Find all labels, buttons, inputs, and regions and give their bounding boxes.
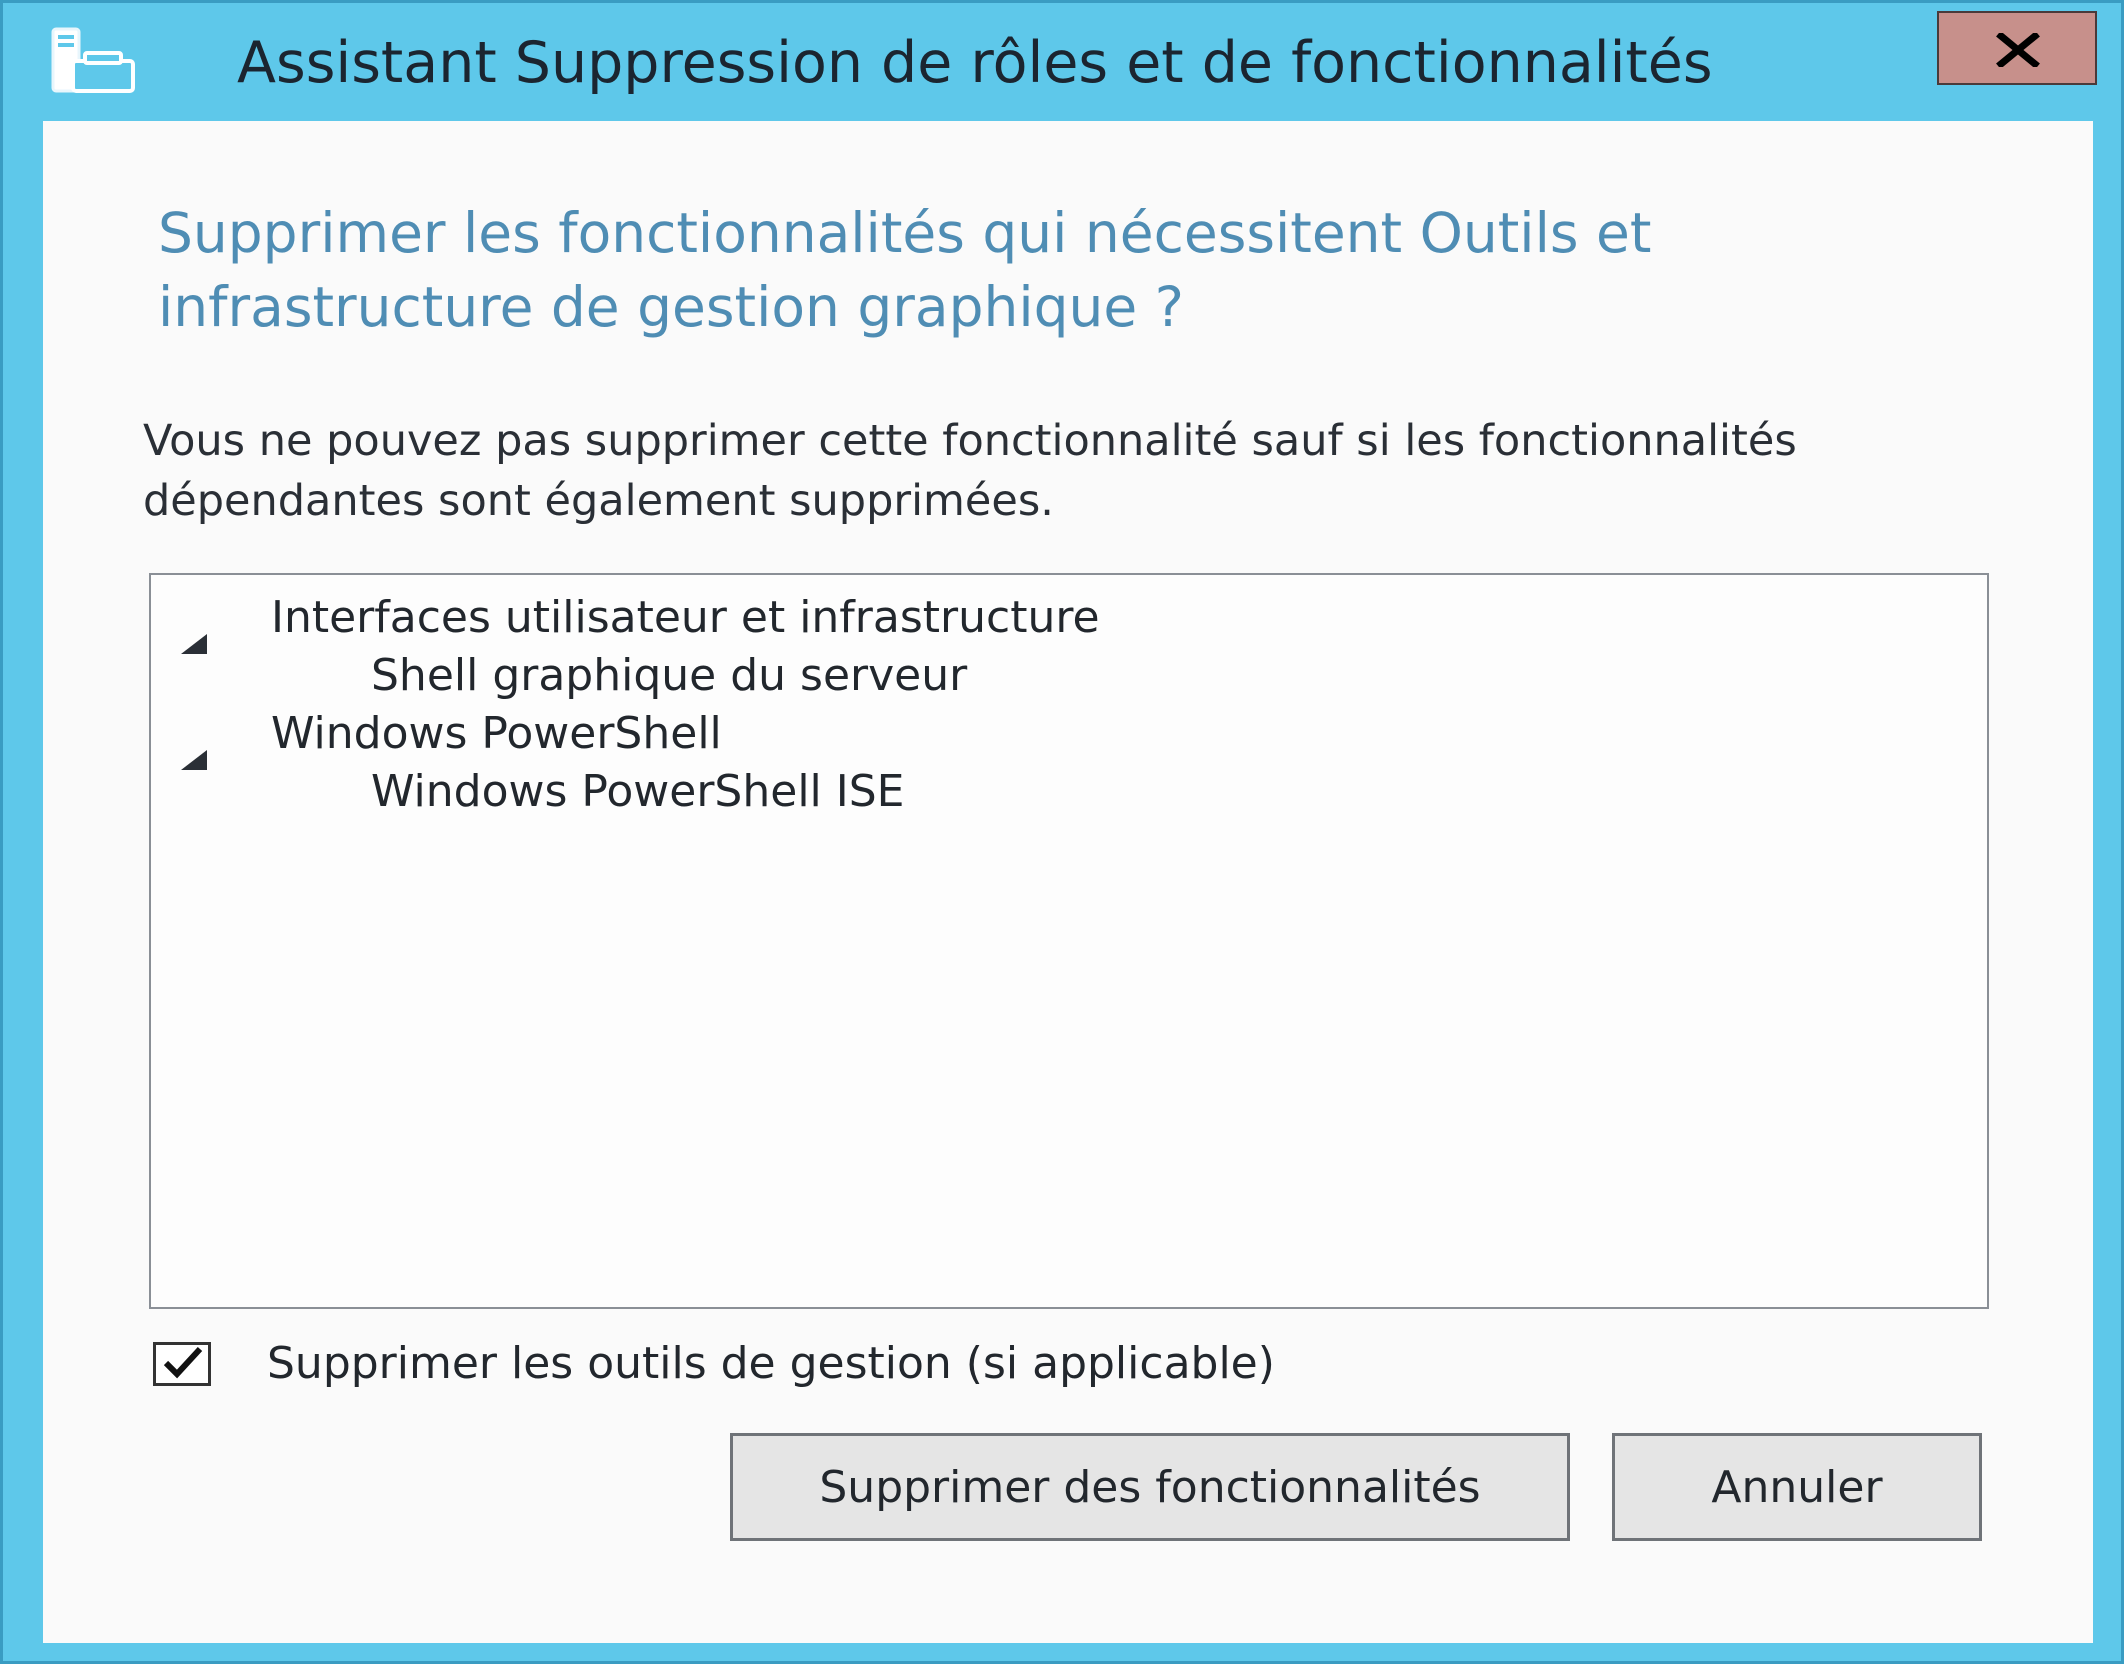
dialog-body bbox=[43, 121, 2093, 1643]
dialog-heading: Supprimer les fonctionnalités qui nécessitent Outils et infrastructure de gestion graphique ? bbox=[158, 201, 1652, 339]
remove-management-tools-option[interactable] bbox=[149, 1329, 1649, 1399]
remove-management-tools-checkbox[interactable] bbox=[153, 1342, 211, 1386]
remove-features-button[interactable]: Supprimer des fonctionnalités bbox=[730, 1433, 1570, 1541]
tree-item-label: Windows PowerShell bbox=[271, 708, 722, 759]
collapse-arrow-icon[interactable] bbox=[177, 723, 209, 747]
tree-item-powershell-ise[interactable] bbox=[371, 757, 904, 827]
close-icon bbox=[1995, 33, 2041, 67]
server-manager-icon bbox=[49, 27, 139, 97]
checkmark-icon bbox=[162, 1341, 204, 1383]
tree-item-label: Shell graphique du serveur bbox=[371, 650, 968, 701]
close-button[interactable] bbox=[1937, 11, 2097, 85]
dependent-features-tree[interactable] bbox=[149, 573, 1989, 1309]
collapse-arrow-icon[interactable] bbox=[177, 607, 209, 631]
tree-item-label: Interfaces utilisateur et infrastructure bbox=[271, 592, 1100, 643]
cancel-button[interactable]: Annuler bbox=[1612, 1433, 1982, 1541]
checkbox-label: Supprimer les outils de gestion (si applicable) bbox=[267, 1338, 1275, 1389]
title-bar[interactable] bbox=[3, 3, 2124, 121]
tree-item-label: Windows PowerShell ISE bbox=[371, 766, 905, 817]
window-title: Assistant Suppression de rôles et de fonctionnalités bbox=[237, 30, 1713, 96]
dialog-description: Vous ne pouvez pas supprimer cette fonctionnalité sauf si les fonctionnalités dépendantes sont également supprimées. bbox=[143, 416, 1797, 526]
